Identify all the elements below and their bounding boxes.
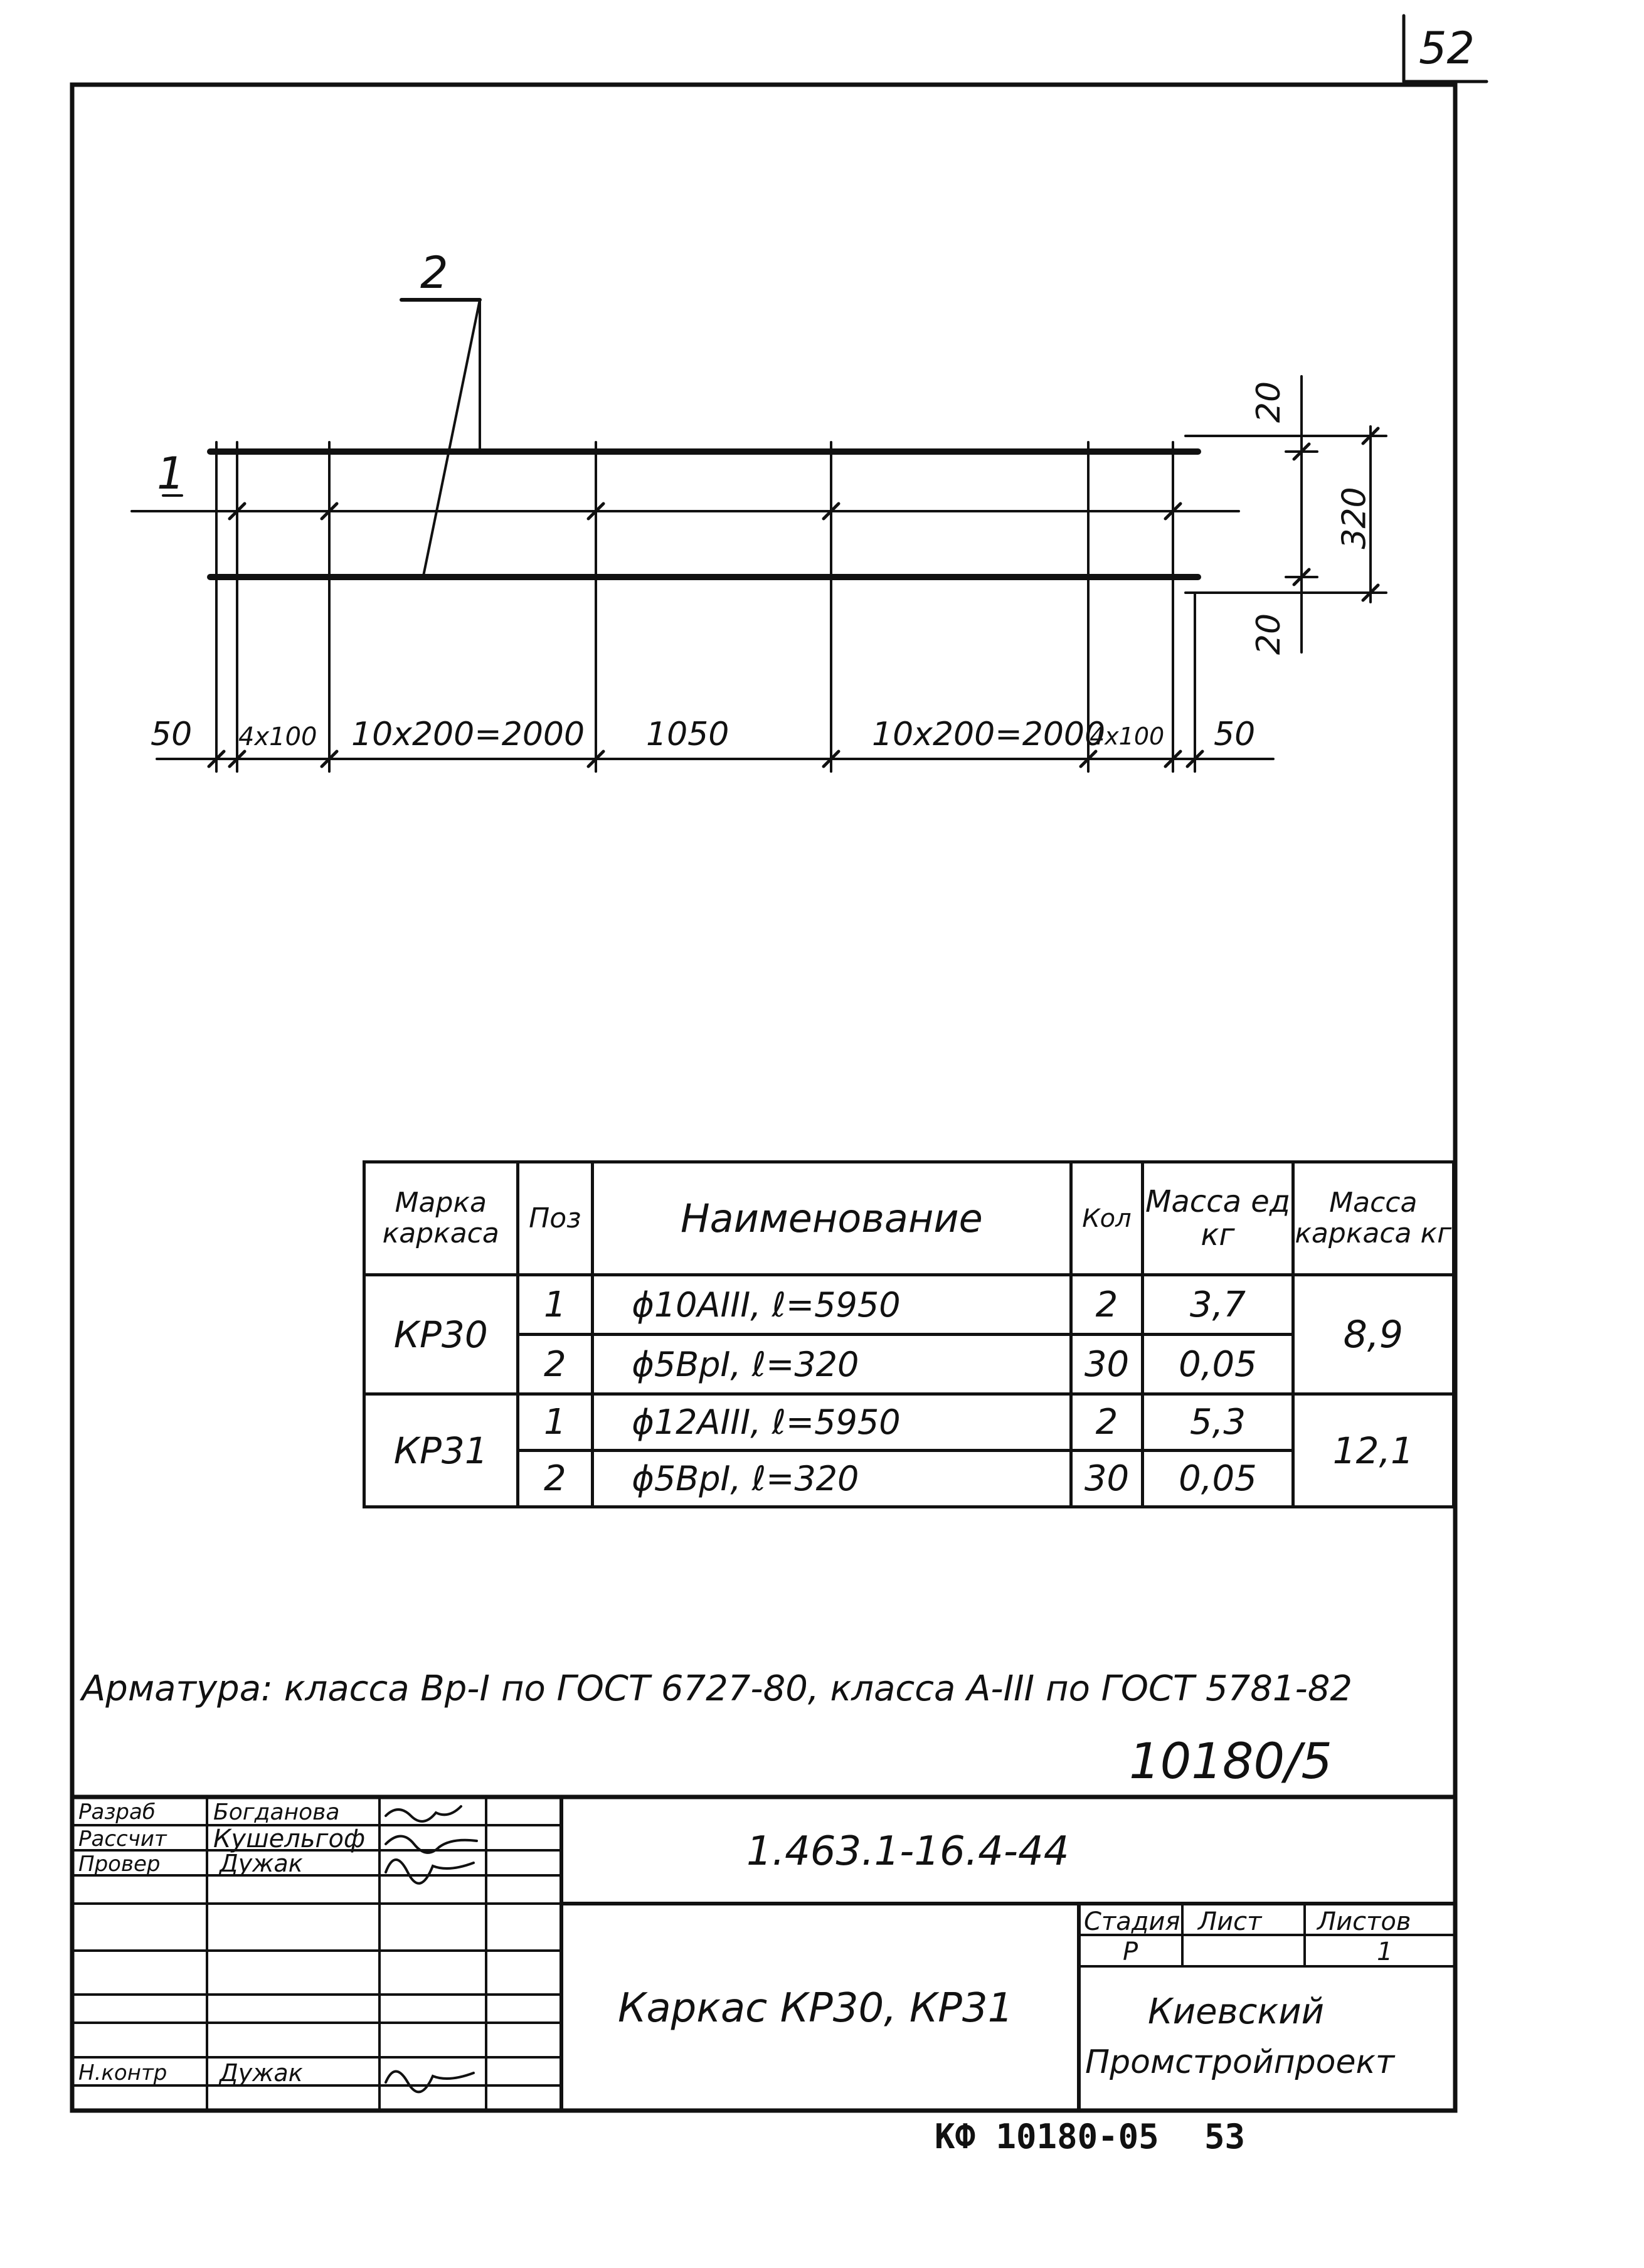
name-cell: Богданова xyxy=(213,1799,340,1825)
unit-mass-cell: 0,05 xyxy=(1143,1451,1293,1507)
name-cell: Кушельгоф xyxy=(213,1825,366,1853)
table-row xyxy=(364,1451,1454,1507)
header-pos: Поз xyxy=(517,1162,593,1275)
dim-bottom-5: 10x200=2000 xyxy=(872,716,1106,753)
pos-cell: 1 xyxy=(517,1275,593,1335)
role-cell: Рассчит xyxy=(78,1826,167,1852)
reinforcement-note: Арматура: класса Вр-I по ГОСТ 6727-80, класса А-III по ГОСТ 5781-82 xyxy=(82,1668,1353,1709)
dim-bottom-2: 4x100 xyxy=(238,723,317,751)
header-frame-mass: Масса каркаса кг xyxy=(1293,1162,1453,1275)
total-mass-kr30: 8,9 xyxy=(1293,1275,1453,1394)
archive-number: 10180/5 xyxy=(1129,1734,1333,1790)
pos-cell: 2 xyxy=(517,1451,593,1507)
dim-bottom-3: 10x200=2000 xyxy=(351,716,585,753)
dim-bottom-7: 50 xyxy=(1214,716,1256,753)
header-name: Наименование xyxy=(593,1162,1071,1275)
page-number: 52 xyxy=(1419,23,1475,74)
mark-kr31: КР31 xyxy=(364,1394,518,1507)
dim-bottom-1: 50 xyxy=(151,716,193,753)
total-mass-kr31: 12,1 xyxy=(1293,1394,1453,1507)
header-mark: Марка каркаса xyxy=(364,1162,518,1275)
spec-table xyxy=(363,1160,1455,1508)
qty-cell: 30 xyxy=(1071,1335,1143,1394)
drawing-title: Каркас КР30, КР31 xyxy=(618,1985,1014,2032)
spec-header-row xyxy=(364,1162,1454,1275)
name-cell: ϕ10AIII, ℓ=5950 xyxy=(593,1275,1071,1335)
table-row xyxy=(364,1275,1454,1335)
unit-mass-cell: 3,7 xyxy=(1143,1275,1293,1335)
table-row xyxy=(364,1335,1454,1394)
mark-kr30: КР30 xyxy=(364,1275,518,1394)
organization-line1: Киевский xyxy=(1148,1991,1325,2032)
leader-label-1: 1 xyxy=(157,448,185,499)
footer-page: 53 xyxy=(1204,2117,1246,2156)
leader-label-2: 2 xyxy=(420,247,448,299)
role-cell: Провер xyxy=(78,1852,161,1877)
organization-line2: Промстройпроект xyxy=(1085,2043,1395,2081)
footer-code: КФ 10180-05 xyxy=(935,2117,1159,2156)
role-cell: Н.контр xyxy=(78,2060,167,2085)
header-qty: Кол xyxy=(1071,1162,1143,1275)
name-cell: ϕ5ВрI, ℓ=320 xyxy=(593,1335,1071,1394)
qty-cell: 2 xyxy=(1071,1394,1143,1451)
role-cell: Разраб xyxy=(78,1799,156,1825)
sheets-value: 1 xyxy=(1377,1937,1393,1966)
table-row xyxy=(364,1394,1454,1451)
pos-cell: 1 xyxy=(517,1394,593,1451)
stage-value: Р xyxy=(1123,1937,1138,1966)
dim-bottom-4: 1050 xyxy=(646,716,729,753)
name-cell: Дужак xyxy=(220,1850,303,1877)
name-cell: Дужак xyxy=(220,2059,303,2087)
dim-bottom-6: 4x100 xyxy=(1090,723,1165,750)
qty-cell: 30 xyxy=(1071,1451,1143,1507)
sheet-label: Лист xyxy=(1198,1907,1262,1936)
dim-right-bottom: 20 xyxy=(1250,613,1288,655)
unit-mass-cell: 5,3 xyxy=(1143,1394,1293,1451)
unit-mass-cell: 0,05 xyxy=(1143,1335,1293,1394)
name-cell: ϕ12AIII, ℓ=5950 xyxy=(593,1394,1071,1451)
sheets-label: Листов xyxy=(1317,1907,1411,1936)
pos-cell: 2 xyxy=(517,1335,593,1394)
qty-cell: 2 xyxy=(1071,1275,1143,1335)
dim-right-top: 20 xyxy=(1250,381,1288,423)
header-unit-mass: Масса ед кг xyxy=(1143,1162,1293,1275)
stage-label: Стадия xyxy=(1084,1907,1180,1936)
dim-right-middle: 320 xyxy=(1335,487,1374,549)
name-cell: ϕ5ВрI, ℓ=320 xyxy=(593,1451,1071,1507)
designation: 1.463.1-16.4-44 xyxy=(746,1828,1069,1875)
